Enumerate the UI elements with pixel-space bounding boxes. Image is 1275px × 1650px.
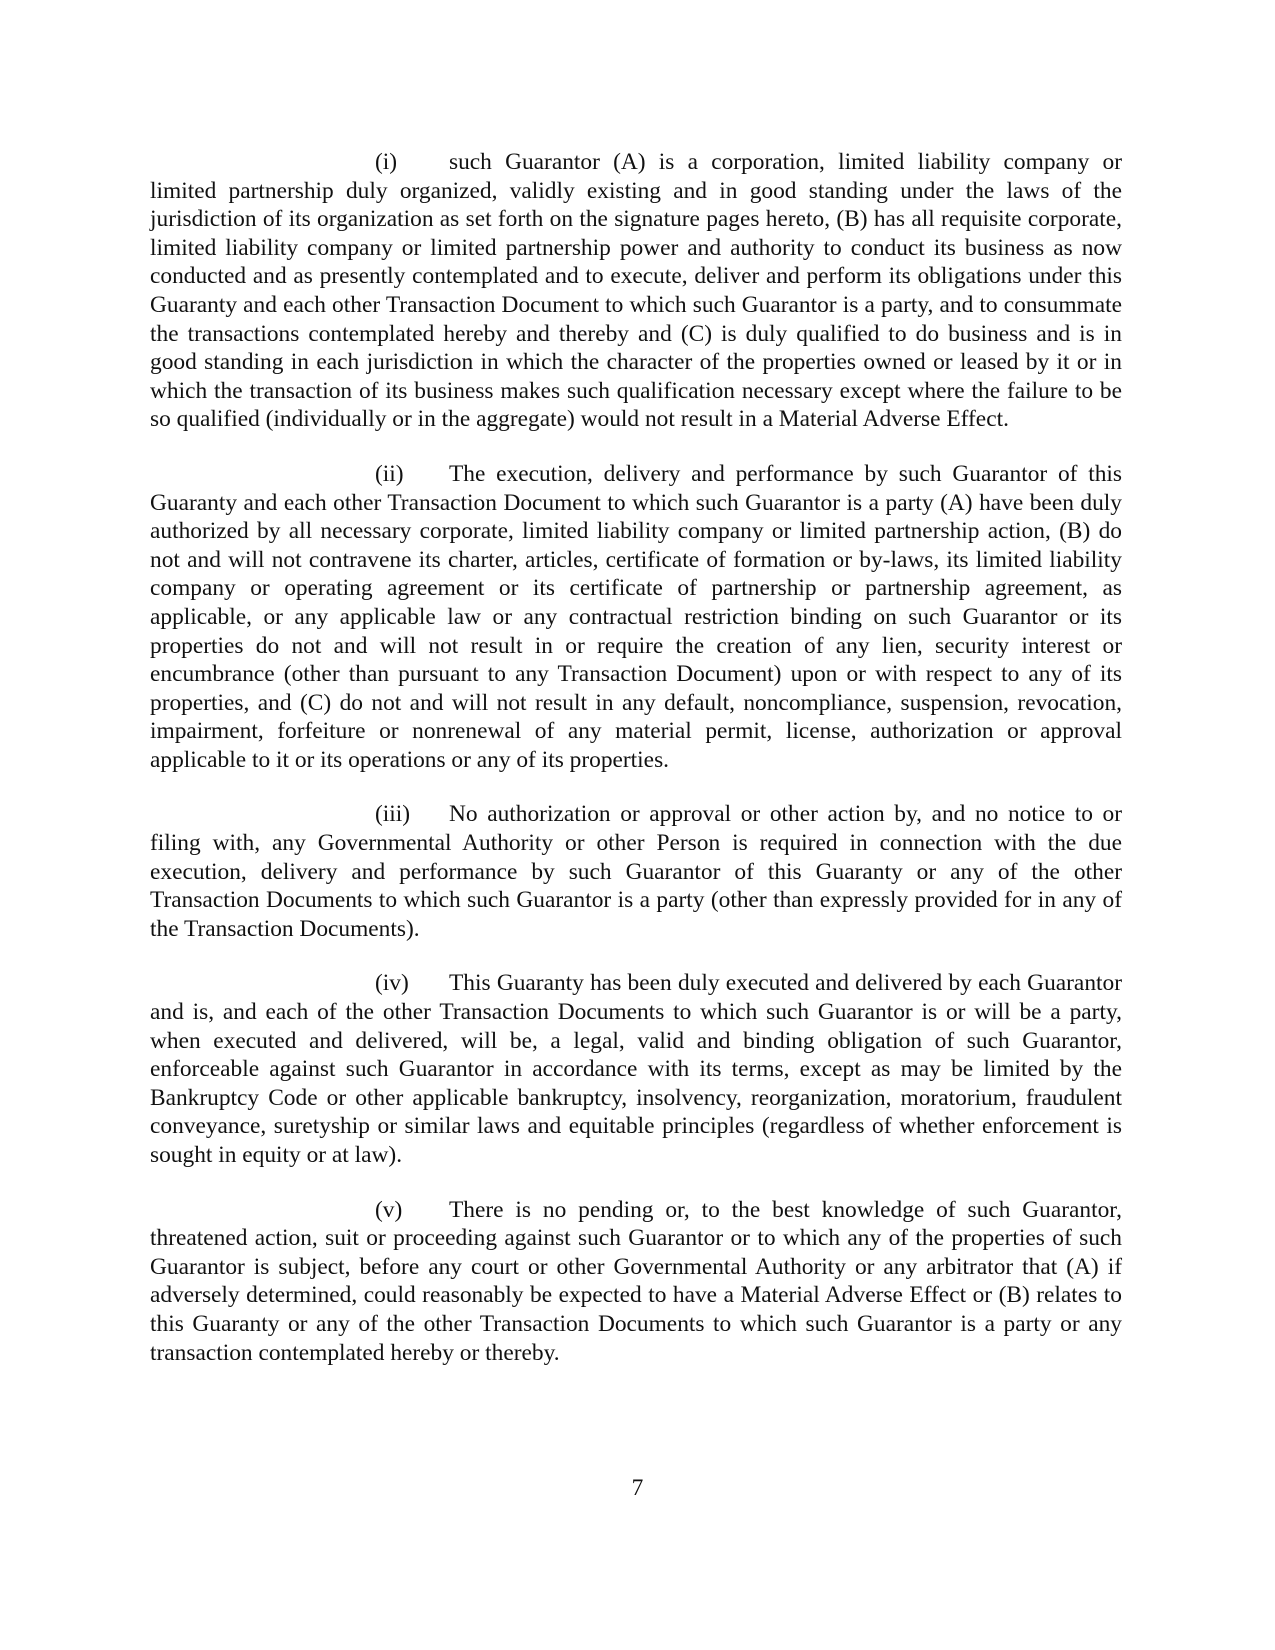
paragraph-v <box>150 1196 1122 1368</box>
paragraph-text: This Guaranty has been duly executed and delivered by each Guarantor and is, and each of the other Transaction Documents to which such Guarantor is or will be a party, when executed and delivered, will be, a legal, valid and binding obligation of such Guarantor, enforceable against such Guarantor in accordance with its terms, except as may be limited by the Bankruptcy Code or other applicable bankruptcy, insolvency, reorganization, moratorium, fraudulent conveyance, suretyship or similar laws and equitable principles (regardless of whether enforcement is sought in equity or at law). <box>150 970 1122 1168</box>
paragraph-text: No authorization or approval or other action by, and no notice to or filing with, any Governmental Authority or other Person is required in connection with the due execution, delivery and performance by such Guarantor of this Guaranty or any of the other Transaction Documents to which such Guarantor is a party (other than expressly provided for in any of the Transaction Documents). <box>150 801 1122 942</box>
page-number: 7 <box>631 1475 644 1501</box>
paragraph-iii <box>150 800 1122 943</box>
paragraph-number: (v) <box>375 1196 403 1223</box>
paragraph-number: (iii) <box>375 801 411 828</box>
paragraph-ii <box>150 460 1122 775</box>
paragraph-i <box>150 148 1122 434</box>
paragraph-number: (ii) <box>375 460 404 487</box>
paragraph-text: The execution, delivery and performance by such Guarantor of this Guaranty and each other Transaction Document to which such Guarantor is a party (A) have been duly authorized by all necessary corporate, limited liability company or limited partnership action, (B) do not and will not contravene its charter, articles, certificate of formation or by-laws, its limited liability company or operating agreement or its certificate of partnership or partnership agreement, as applicable, or any applicable law or any contractual restriction binding on such Guarantor or its properties do not and will not result in or require the creation of any lien, security interest or encumbrance (other than pursuant to any Transaction Document) upon or with respect to any of its properties, and (C) do not and will not result in any default, noncompliance, suspension, revocation, impairment, forfeiture or nonrenewal of any material permit, license, authorization or approval applicable to it or its operations or any of its properties. <box>150 460 1122 773</box>
paragraph-number: (i) <box>375 149 398 175</box>
document-body <box>150 148 1122 1393</box>
paragraph-iv <box>150 969 1122 1169</box>
paragraph-text: such Guarantor (A) is a corporation, limited liability company or limited partnership duly organized, validly existing and in good standing under the laws of the jurisdiction of its organization as set forth on the signature pages hereto, (B) has all requisite corporate, limited liability company or limited partnership power and authority to conduct its business as now conducted and as presently contemplated and to execute, deliver and perform its obligations under this Guaranty and each other Transaction Document to which such Guarantor is a party, and to consummate the transactions contemplated hereby and thereby and (C) is duly qualified to do business and is in good standing in each jurisdiction in which the character of the properties owned or leased by it or in which the transaction of its business makes such qualification necessary except where the failure to be so qualified (individually or in the aggregate) would not result in a Material Adverse Effect. <box>150 149 1122 433</box>
paragraph-number: (iv) <box>375 970 409 997</box>
paragraph-text: There is no pending or, to the best knowledge of such Guarantor, threatened action, suit or proceeding against such Guarantor or to which any of the properties of such Guarantor is subject, before any court or other Governmental Authority or any arbitrator that (A) if adversely determined, could reasonably be expected to have a Material Adverse Effect or (B) relates to this Guaranty or any of the other Transaction Documents to which such Guarantor is a party or any transaction contemplated hereby or thereby. <box>150 1196 1122 1366</box>
